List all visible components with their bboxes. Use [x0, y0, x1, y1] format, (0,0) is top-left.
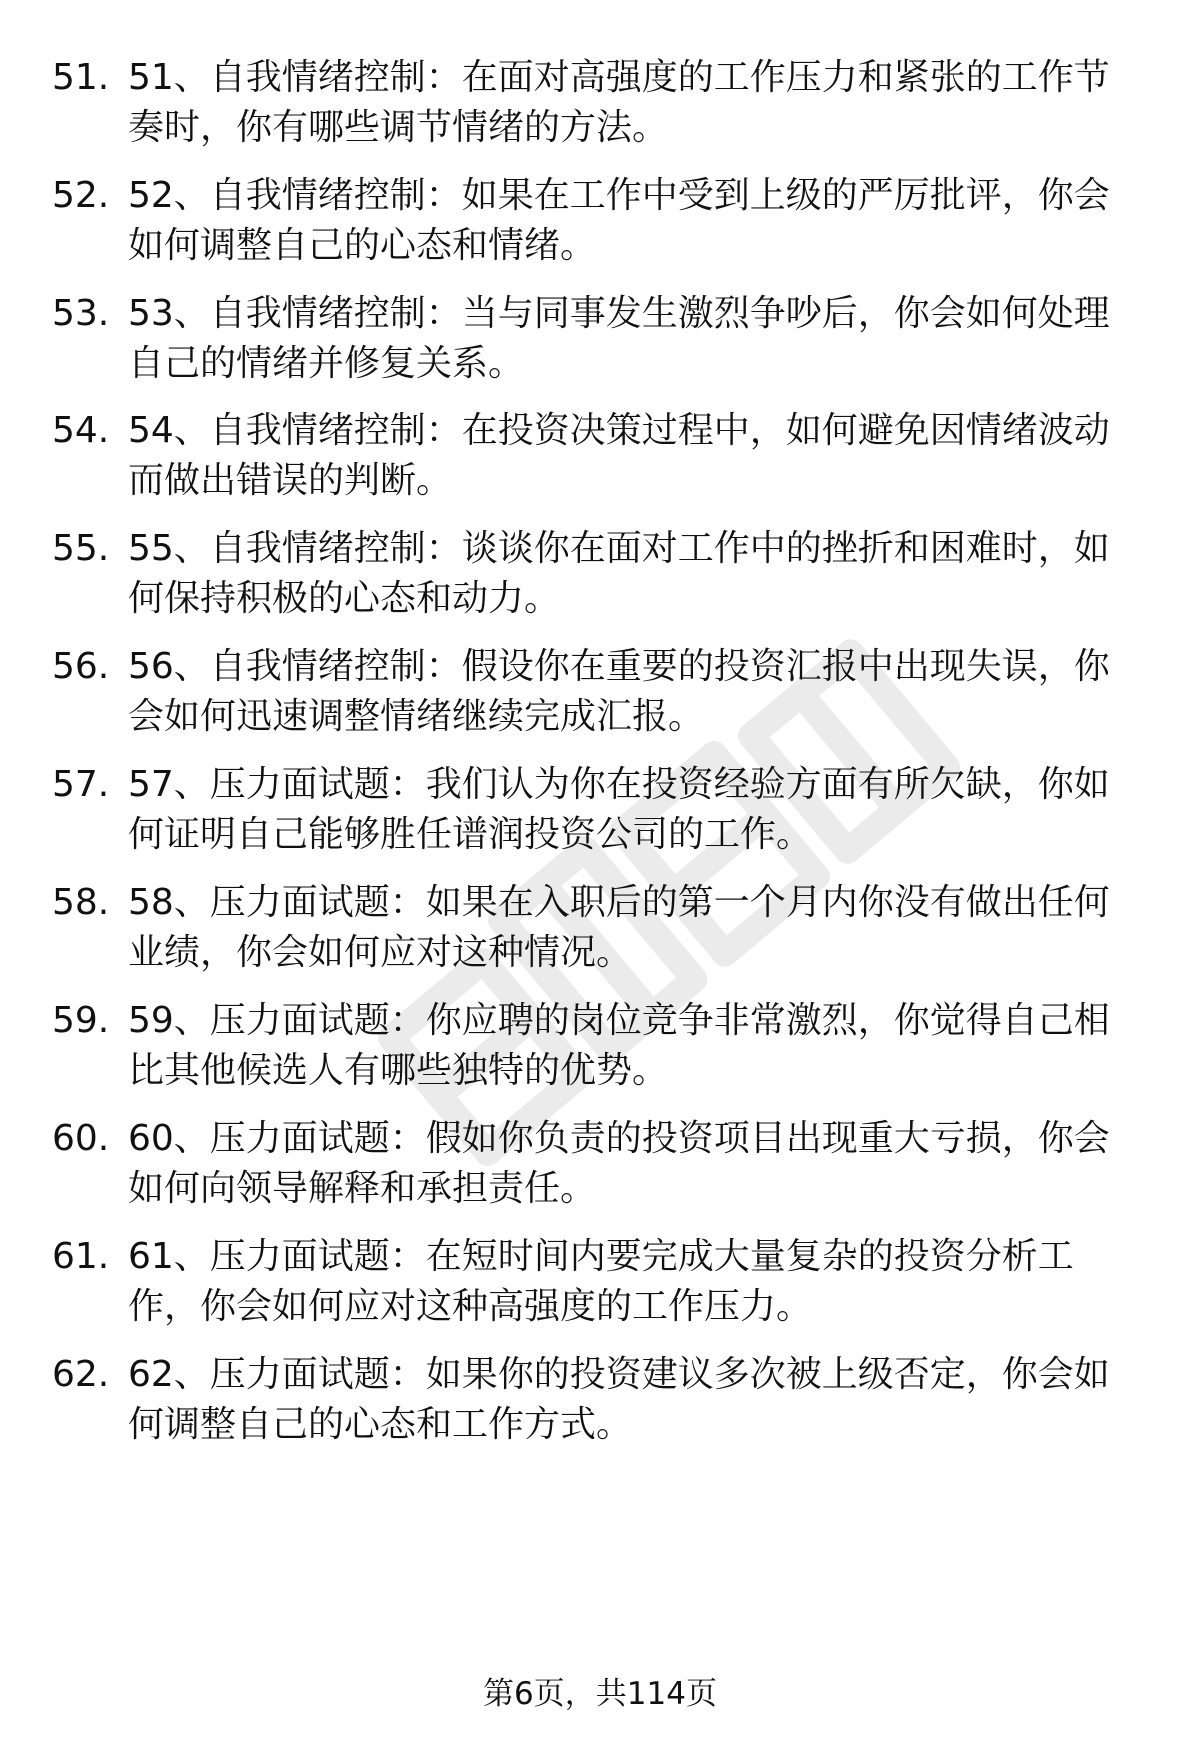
item-text: 58、压力面试题：如果在入职后的第一个月内你没有做出任何业绩，你会如何应对这种情况。	[128, 882, 1110, 973]
list-item	[0, 524, 1200, 624]
item-text: 54、自我情绪控制：在投资决策过程中，如何避免因情绪波动而做出错误的判断。	[128, 410, 1110, 501]
item-text: 61、压力面试题：在短时间内要完成大量复杂的投资分析工作，你会如何应对这种高强度的工作压力。	[128, 1236, 1074, 1327]
item-number: 57.	[52, 764, 110, 805]
item-number: 61.	[52, 1236, 110, 1277]
item-text: 52、自我情绪控制：如果在工作中受到上级的严厉批评，你会如何调整自己的心态和情绪。	[128, 175, 1110, 266]
item-text: 56、自我情绪控制：假设你在重要的投资汇报中出现失误，你会如何迅速调整情绪继续完成汇报。	[128, 646, 1110, 737]
list-item	[0, 996, 1200, 1096]
list-item	[0, 171, 1200, 271]
item-number: 56.	[52, 646, 110, 687]
item-text: 60、压力面试题：假如你负责的投资项目出现重大亏损，你会如何向领导解释和承担责任。	[128, 1118, 1110, 1209]
list-item	[0, 406, 1200, 506]
list-item	[0, 1114, 1200, 1214]
list-item	[0, 1350, 1200, 1450]
item-number: 51.	[52, 57, 110, 98]
item-number: 55.	[52, 528, 110, 569]
item-text: 59、压力面试题：你应聘的岗位竞争非常激烈，你觉得自己相比其他候选人有哪些独特的优势。	[128, 1000, 1110, 1091]
item-number: 53.	[52, 293, 110, 334]
item-number: 62.	[52, 1354, 110, 1395]
item-text: 55、自我情绪控制：谈谈你在面对工作中的挫折和困难时，如何保持积极的心态和动力。	[128, 528, 1110, 619]
item-number: 58.	[52, 882, 110, 923]
list-item	[0, 53, 1200, 153]
list-item	[0, 1232, 1200, 1332]
list-item	[0, 642, 1200, 742]
item-number: 54.	[52, 410, 110, 451]
item-number: 59.	[52, 1000, 110, 1041]
item-text: 53、自我情绪控制：当与同事发生激烈争吵后，你会如何处理自己的情绪并修复关系。	[128, 293, 1110, 384]
list-item	[0, 760, 1200, 860]
item-text: 51、自我情绪控制：在面对高强度的工作压力和紧张的工作节奏时，你有哪些调节情绪的方法。	[128, 57, 1110, 148]
item-text: 62、压力面试题：如果你的投资建议多次被上级否定，你会如何调整自己的心态和工作方式。	[128, 1354, 1110, 1445]
list-item	[0, 878, 1200, 978]
item-number: 60.	[52, 1118, 110, 1159]
item-text: 57、压力面试题：我们认为你在投资经验方面有所欠缺，你如何证明自己能够胜任谱润投资公司的工作。	[128, 764, 1110, 855]
page-number-footer: 第6页，共114页	[483, 1676, 717, 1712]
item-number: 52.	[52, 175, 110, 216]
list-item	[0, 289, 1200, 389]
